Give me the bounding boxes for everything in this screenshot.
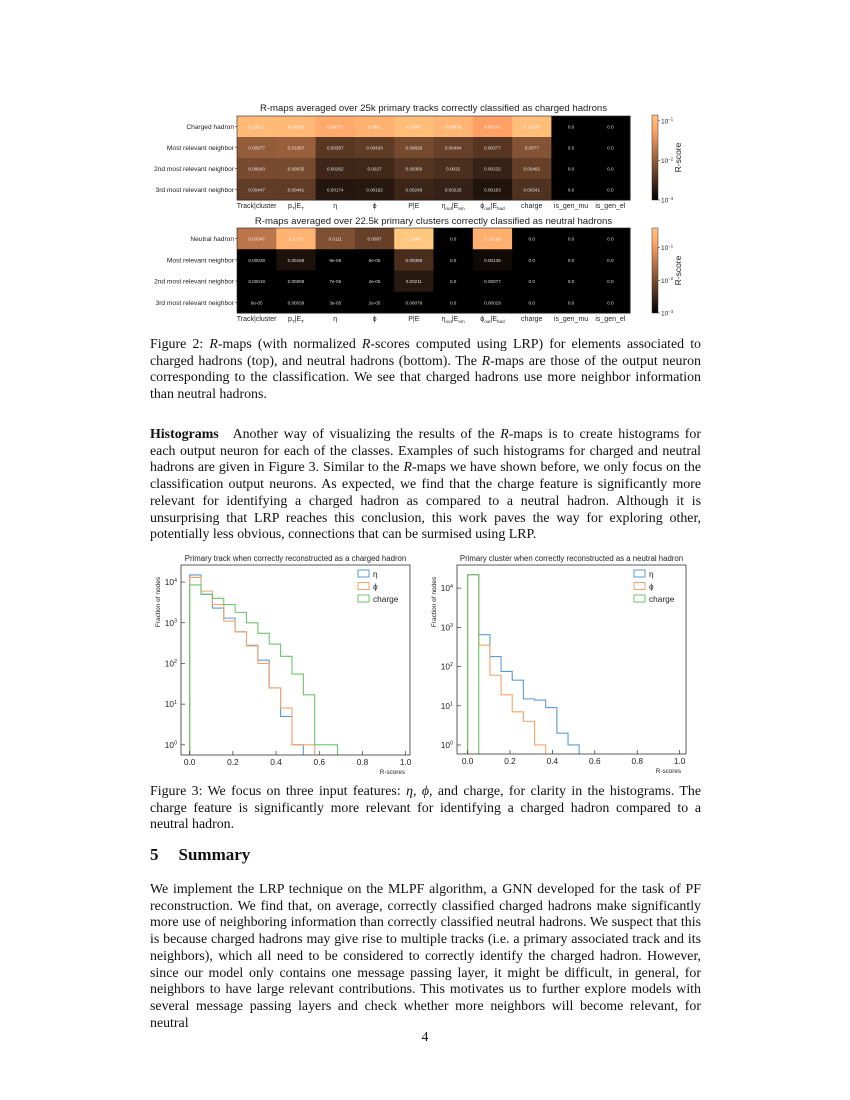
- histograms-paragraph: Histograms Another way of visualizing the results of the R-maps is to create histograms for each output neuron for each of the classes. Examples of such histograms for charged and neutral hadrons are given in Figure 3. Similar to the R-maps we have shown before, we only focus on the classification output neurons. As expected, we find that the charge feature is significantly more relevant for identifying a charged hadron as compared to a neutral hadron. Although it is unsurprising that LRP reaches this conclusion, this work paves the way for exploring other, potentially less obvious, connections that can be surmised using LRP.: [150, 427, 702, 543]
- y-tick-label: $10^0$: [164, 739, 177, 750]
- heatmap-cell-label: 0.0027: [367, 166, 382, 172]
- heatmap-cell-label: 0.0: [528, 236, 535, 242]
- y-tick-label: $10^4$: [440, 583, 453, 594]
- y-tick-label: $10^3$: [440, 622, 453, 633]
- heatmap-cell-label: 0.00135: [484, 257, 501, 263]
- heatmap-cell-label: 0.0: [567, 145, 575, 151]
- histogram-2: [431, 554, 686, 775]
- y-tick-label: $10^1$: [164, 699, 177, 710]
- heatmap-cell-label: 0.0: [607, 236, 614, 242]
- heatmap-cell-label: 0.2173: [288, 236, 303, 242]
- heatmap-cell-label: 0.10011: [248, 124, 265, 130]
- heatmap-cell-label: 0.00482: [523, 166, 541, 172]
- math-symbol: R: [209, 337, 218, 352]
- math-symbol: R: [481, 353, 491, 369]
- legend-label: ϕ: [649, 581, 654, 592]
- heatmap-cell-label: 0.0: [449, 300, 457, 306]
- heatmap-cell-label: 0.00077: [484, 279, 501, 285]
- colorbar-tick-label: $10^{-2}$: [661, 156, 674, 165]
- heatmap-row-label: Neutral hadron: [190, 236, 234, 244]
- heatmap-cell-label: 0.00447: [248, 187, 265, 193]
- heatmap-cell-label: 0.00341: [523, 187, 541, 193]
- heatmap-column-label: η: [333, 203, 338, 210]
- heatmap-column-label: is_gen_el: [595, 203, 626, 210]
- histogram-series-charge: [190, 585, 338, 755]
- heatmap-cell-label: 0.0: [607, 257, 614, 263]
- heatmap-cell-label: 0.00174: [326, 187, 344, 193]
- histogram-series-charge: [468, 575, 479, 754]
- heatmap-column-label: is_gen_mu: [553, 316, 589, 323]
- colorbar-tick-label: $10^{-3}$: [661, 195, 674, 205]
- heatmap-cell-label: 0.0801: [367, 124, 382, 130]
- histogram-series-ϕ: [468, 575, 546, 754]
- heatmap-cell-label: 0.10807: [405, 124, 423, 130]
- legend-swatch: [358, 583, 369, 590]
- colorbar-label: R-score: [673, 142, 683, 173]
- heatmap-cell-label: 0.00029: [248, 257, 265, 263]
- heatmap-cell-label: 0.0: [607, 300, 614, 306]
- section-number: 5: [150, 845, 159, 864]
- math-symbol: R: [403, 460, 413, 476]
- heatmap-cell-label: 0.00182: [366, 187, 383, 193]
- summary-paragraph: We implement the LRP technique on the MLPF algorithm, a GNN developed for the task of PF reconstruction. We find that, on average, correctly classified charged hadrons make significantly more use of neighboring information than correctly classified neutral hadrons. We suspect that this is because charged hadrons may give rise to multiple tracks (i.e. a primary associated track and its neighbors), which all need to be considered to correctly identify the charged hadron. However, since our model only contains one message passing layer, it might be difficult, in general, for neighbors to have large relevant contributions. This motivates us to further explore models with several message passing layers and check whether more neighbors will become relevant, for neutral: [150, 882, 701, 1031]
- x-tick-label: 0.6: [313, 757, 326, 767]
- heatmap-row-label: Most relevant neighbor: [166, 145, 234, 152]
- colorbar-tick-label: $10^{-2}$: [661, 276, 674, 285]
- heatmap-cell-label: 0.0: [607, 124, 614, 130]
- histogram-series-η: [190, 575, 304, 755]
- heatmap-cell-label: 6e-05: [250, 300, 263, 306]
- heatmap-cell-label: 0.08838: [444, 124, 462, 130]
- histogram-title: Primary track when correctly reconstructed as a charged hadron: [184, 554, 407, 563]
- histogram-series-ϕ: [190, 577, 315, 755]
- heatmap-row-label: 3rd most relevant neighbor: [155, 187, 234, 194]
- x-tick-label: 0.4: [270, 757, 282, 767]
- x-tick-label: 0.8: [356, 757, 369, 767]
- legend-label: charge: [649, 594, 675, 604]
- heatmap-column-label: is_gen_mu: [553, 203, 589, 210]
- heatmap-column-label: $p_T|E_T$: [287, 203, 304, 211]
- y-axis-label: Fraction of nodes: [431, 576, 438, 628]
- heatmap-title: R-maps averaged over 22.5k primary clusters correctly classified as neutral hadrons: [254, 216, 613, 227]
- heatmap-cell-label: 0.0: [449, 257, 457, 263]
- heatmap-cell-label: 0.00369: [405, 166, 423, 172]
- heatmap-cell-label: 0.01067: [287, 145, 305, 151]
- colorbar-label: R-score: [673, 255, 683, 286]
- y-tick-label: $10^3$: [164, 617, 177, 628]
- heatmap-cell-label: 0.0: [567, 187, 575, 193]
- heatmap-cell-label: 0.00226: [444, 187, 462, 193]
- heatmap-cell-label: 0.0077: [524, 145, 539, 151]
- heatmap-cell-label: 0.00163: [484, 187, 501, 193]
- heatmap-cell-label: 0.00262: [326, 166, 344, 172]
- colorbar-tick-label: $10^{-1}$: [661, 116, 674, 126]
- heatmap-row-label: 2nd most relevant neighbor: [154, 278, 234, 286]
- heatmap-cell-label: 0.0032: [446, 166, 461, 172]
- heatmap-cell-label: 2e-05: [368, 300, 381, 306]
- y-tick-label: $10^2$: [440, 661, 453, 672]
- heatmap-row-label: Charged hadron: [186, 124, 234, 131]
- heatmap-cell-label: 0.0067: [367, 236, 382, 242]
- x-tick-label: 0.4: [546, 756, 559, 766]
- x-tick-label: 0.6: [589, 756, 601, 766]
- heatmap-cell-label: 0.0111: [328, 236, 342, 242]
- heatmap-cell-label: 0.0: [528, 257, 535, 263]
- heatmap-cell-label: 7e-05: [329, 279, 342, 285]
- heatmap-cell-label: 0.0: [567, 236, 575, 242]
- heatmap-cell-label: 0.3968: [406, 236, 421, 242]
- heatmap-column-label: P|E: [408, 203, 420, 210]
- x-tick-label: 0.0: [183, 757, 196, 767]
- x-axis-label: R-scores: [655, 768, 681, 775]
- legend-swatch: [358, 595, 369, 602]
- heatmap-cell-label: 0.0: [607, 145, 614, 151]
- x-tick-label: 0.2: [227, 757, 239, 767]
- paragraph-heading: Histograms: [150, 427, 219, 442]
- heatmap-cell-label: 0.11078: [523, 124, 540, 130]
- heatmap-cell-label: 0.00397: [326, 145, 344, 151]
- y-tick-label: $10^4$: [164, 577, 177, 588]
- heatmap-column-label: $\eta_{out}|E_{em}$: [441, 316, 465, 324]
- heatmap-row-label: 3rd most relevant neighbor: [155, 299, 234, 307]
- heatmap-cell-label: 0.05341: [484, 124, 501, 130]
- figure-3-caption: Figure 3: We focus on three input features: η, ϕ, and charge, for clarity in the histograms. The charge feature is significantly more relevant for identifying a charged hadron compared to a neutral hadron.: [150, 784, 702, 833]
- heatmap-cell-label: 0.0: [567, 124, 575, 130]
- heatmap-cell-label: 0.00635: [287, 166, 305, 172]
- section-heading: [150, 845, 270, 865]
- x-tick-label: 1.0: [673, 756, 686, 766]
- x-tick-label: 0.0: [461, 756, 474, 766]
- heatmap-cell-label: 0.00977: [248, 145, 265, 151]
- math-symbol: ϕ: [421, 784, 430, 799]
- heatmap-column-label: is_gen_el: [595, 316, 626, 323]
- heatmap-cell-label: 0.0: [528, 279, 535, 285]
- legend-label: η: [373, 569, 378, 579]
- heatmap-column-label: charge: [521, 203, 543, 210]
- histogram-1: [155, 554, 412, 776]
- heatmap-cell-label: 0.0: [567, 300, 575, 306]
- heatmap-cell-label: 0.09658: [287, 124, 305, 130]
- histogram-series-η: [468, 575, 580, 754]
- heatmap-row-label: Most relevant neighbor: [166, 257, 234, 265]
- figure-2-caption: Figure 2: R-maps (with normalized R-scores computed using LRP) for elements associated to charged hadrons (top), and neutral hadrons (bottom). The R-maps are those of the output neuron corresponding to the classification. We see that charged hadrons use more neighbor information than neutral hadrons.: [150, 337, 702, 403]
- legend-label: charge: [373, 594, 399, 604]
- heatmap-cell-label: 0.00441: [287, 187, 305, 193]
- heatmap-cell-label: 0.00029: [484, 300, 501, 306]
- legend-swatch: [358, 570, 369, 577]
- heatmap-cell-label: 0.00099: [287, 279, 305, 285]
- heatmap-column-label: Track|cluster: [236, 316, 277, 323]
- heatmap-cell-label: 0.0: [607, 166, 614, 172]
- heatmap-cell-label: 0.03347: [248, 236, 265, 242]
- y-tick-label: $10^0$: [440, 739, 453, 750]
- x-axis-label: R-scores: [379, 769, 405, 776]
- legend-swatch: [634, 595, 645, 602]
- heatmap-cell-label: 0.0: [449, 279, 457, 285]
- legend-label: η: [649, 569, 654, 579]
- heatmap-cell-label: 0.19156: [484, 236, 501, 242]
- y-axis-label: Fraction of nodes: [155, 576, 162, 628]
- heatmap-row-label: 2nd most relevant neighbor: [154, 166, 234, 173]
- colorbar-tick-label: $10^{-1}$: [661, 243, 674, 253]
- heatmap-column-label: η: [333, 316, 338, 323]
- heatmap-cell-label: 0.06771: [326, 124, 344, 130]
- heatmap-cell-label: 9e-05: [329, 257, 342, 263]
- x-tick-label: 0.8: [631, 756, 644, 766]
- heatmap-column-label: P|E: [408, 316, 420, 323]
- heatmap-cell-label: 6e-05: [368, 257, 381, 263]
- heatmap-cell-label: 0.0: [567, 257, 575, 263]
- heatmap-title: R-maps averaged over 25k primary tracks correctly classified as charged hadrons: [259, 103, 608, 114]
- heatmap-cell-label: 0.00428: [366, 145, 383, 151]
- x-tick-label: 1.0: [399, 757, 412, 767]
- heatmap-cell-label: 0.0: [567, 166, 575, 172]
- heatmap-cell-label: 0.00039: [287, 300, 305, 306]
- legend-swatch: [634, 570, 645, 577]
- heatmap-column-label: Track|cluster: [236, 203, 277, 210]
- math-symbol: R: [500, 427, 509, 442]
- heatmap-column-label: $\phi_{out}|E_{had}$: [480, 316, 505, 324]
- heatmap-cell-label: 4e-05: [368, 279, 381, 285]
- page-number: 4: [421, 1030, 429, 1045]
- heatmap-cell-label: 0.0: [567, 279, 575, 285]
- heatmap-cell-label: 0.00019: [248, 279, 265, 285]
- math-symbol: η: [406, 784, 413, 799]
- heatmap-column-label: charge: [521, 316, 543, 323]
- heatmap-column-label: $\phi_{out}|E_{had}$: [480, 203, 505, 211]
- heatmap-cell-label: 0.00078: [405, 300, 423, 306]
- heatmap-column-label: $p_T|E_T$: [287, 316, 304, 324]
- colorbar-tick-label: $10^{-3}$: [661, 308, 674, 318]
- heatmap-column-label: ϕ: [372, 203, 377, 210]
- heatmap-cell-label: 0.00232: [484, 166, 501, 172]
- heatmap-cell-label: 0.00168: [287, 257, 305, 263]
- heatmap-cell-label: 0.00248: [405, 187, 423, 193]
- math-symbol: R: [361, 337, 371, 352]
- heatmap-cell-label: 0.00377: [484, 145, 501, 151]
- heatmap-column-label: ϕ: [372, 316, 377, 323]
- section-title: Summary: [178, 845, 251, 864]
- heatmap-cell-label: 0.0: [528, 300, 535, 306]
- histogram-title: Primary cluster when correctly reconstructed as a neutral hadron: [459, 554, 684, 563]
- y-tick-label: $10^1$: [440, 700, 453, 711]
- heatmap-cell-label: 0.00643: [248, 166, 265, 172]
- heatmap-cell-label: 0.0: [607, 279, 614, 285]
- legend-label: ϕ: [373, 581, 378, 592]
- heatmap-cell-label: 0.0: [449, 236, 457, 242]
- heatmap-column-label: $\eta_{out}|E_{em}$: [441, 203, 465, 211]
- heatmap-cell-label: 3e-05: [329, 300, 342, 306]
- heatmap-cell-label: 0.00626: [405, 145, 423, 151]
- y-tick-label: $10^2$: [164, 658, 177, 669]
- heatmap-cell-label: 0.00484: [444, 145, 462, 151]
- heatmap-cell-label: 0.00398: [405, 257, 423, 263]
- legend-swatch: [634, 583, 645, 590]
- heatmap-cell-label: 0.00211: [405, 279, 422, 285]
- heatmap-cell-label: 0.0: [607, 187, 614, 193]
- x-tick-label: 0.2: [504, 756, 516, 766]
